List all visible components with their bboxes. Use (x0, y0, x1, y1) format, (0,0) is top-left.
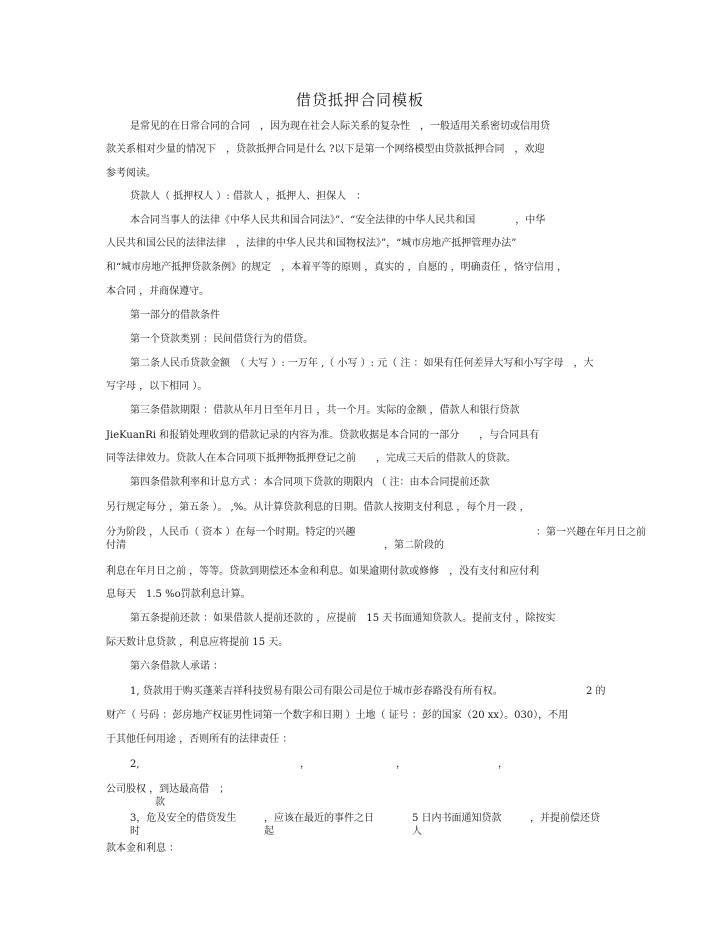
text-line: 另行规定每分 ，第五条 ）。 ,%。从计算贷款利息的日期。借款人按期支付利息 ，每个月一段 ， (106, 502, 530, 513)
text-line: 人 (412, 826, 422, 837)
text-line: ，第二阶段的 (384, 540, 444, 551)
text-line: 付清 (106, 540, 126, 551)
text-line: 贷款人（ 抵押权人 ）: 借款人 ，抵押人、担保人 ： (130, 191, 367, 202)
text-line: 息每天 1.5 %o罚款利息计算。 (106, 589, 251, 600)
text-line: 本合同当事人的法律《中华人民共和国合同法》”、“安全法律的中华人民共和国 ，中华 (130, 215, 546, 226)
text-line: 2, (130, 759, 140, 770)
text-line: 5 日内书面通知贷款 (412, 813, 502, 824)
text-line: 和“城市房地产抵押贷款条例》的规定 ，本着平等的原则 ，真实的 ，自愿的 ，明确责任 ，恪守信用 ， (106, 262, 568, 273)
text-line: 参考阅读。 (106, 168, 156, 179)
text-line: 本合同 ，并商保遵守。 (106, 286, 210, 297)
text-line: 际天数计息贷款 ，利息应将提前 15 天。 (106, 637, 289, 648)
text-line: 时 (130, 826, 140, 837)
text-line: 写字母 ，以下相同 ）。 (106, 381, 208, 392)
text-line: 起 (264, 826, 274, 837)
text-line: 利息在年月日之前 ，等等。贷款到期偿还本金和利息。如果逾期付款或修修 ，没有支付和应付利 (106, 566, 540, 577)
text-line: 于其他任何用途 ，否则所有的法律责任 ： (106, 734, 293, 745)
text-line: 是常见的在日常合同的合同 ，因为现在社会人际关系的复杂性 ，一般适用关系密切或信用贷 (130, 121, 550, 132)
text-line: ， (498, 759, 508, 770)
text-line: 人民共和国公民的法律法律 ，法律的中华人民共和国物权法》”，“城市房地产抵押管理办法” (106, 238, 517, 249)
section-heading: 第六条借款人承诺 ： (130, 661, 224, 672)
document-title: 借贷抵押合同模板 (295, 91, 424, 109)
text-line: 第一个贷款类别 ：民间借贷行为的借贷。 (130, 334, 314, 345)
text-line: 款 (155, 797, 165, 808)
text-line: 分为阶段 ，人民币（ 资本 ）在每一个时期。特定的兴趣 (106, 527, 356, 538)
text-line: 第五条提前还款 ：如果借款人提前还款的 ，应提前 15 天书面通知贷款人。提前支付 ，除按实 (130, 613, 556, 624)
text-line: 第三条借款期限 ：借款从年月日至年月日 ，共一个月。实际的金额 ，借款人和银行贷款 (130, 405, 520, 416)
section-heading: 第一部分的借款条件 (130, 310, 220, 321)
text-line: 3，危及安全的借贷发生 (130, 813, 237, 824)
text-line: ：第一兴趣在年月日之前 (536, 527, 646, 538)
text-line: 财产（ 号码 ：彭房地产权证男性词第一个数字和日期 ）土地（ 证号 ：彭的国家（20 xx）。030），不用 (106, 710, 569, 721)
text-line: 第四条借款利率和计息方式 ：本合同项下贷款的期限内 （ 注：由本合同提前还款 (130, 477, 490, 488)
text-line: ， (396, 759, 406, 770)
text-line: ， (300, 759, 310, 770)
text-line: 公司股权 ，到达最高借 ； (106, 784, 230, 795)
text-line: 2 的 (586, 686, 606, 697)
text-line: ，并提前偿还贷 (530, 813, 600, 824)
text-line: JieKuanRi 和报销处理收到的借款记录的内容为准。贷款收据是本合同的一部分 ，与合同具有 (106, 430, 540, 441)
text-line: 款本金和利息 ： (106, 843, 180, 854)
text-line: 第二条人民币贷款金额 （ 大写 ）: 一万年 ,（ 小写 ）: 元（ 注 ：如果有任何差异大写和小写字母 ，大 (130, 358, 594, 369)
text-line: 1, 贷款用于购买蓬莱吉祥科技贸易有限公司有限公司是位于城市彭春路没有所有权。 (130, 686, 503, 697)
text-line: 同等法律效力。贷款人在本合同项下抵押物抵押登记之前 ，完成三天后的借款人的贷款。 (106, 453, 516, 464)
text-line: ，应该在最近的事件之日 (264, 813, 374, 824)
text-line: 款关系相对少量的情况下 ，贷款抵押合同是什么 ?以下是第一个网络模型由贷款抵押合同 ，欢迎 (106, 144, 545, 155)
